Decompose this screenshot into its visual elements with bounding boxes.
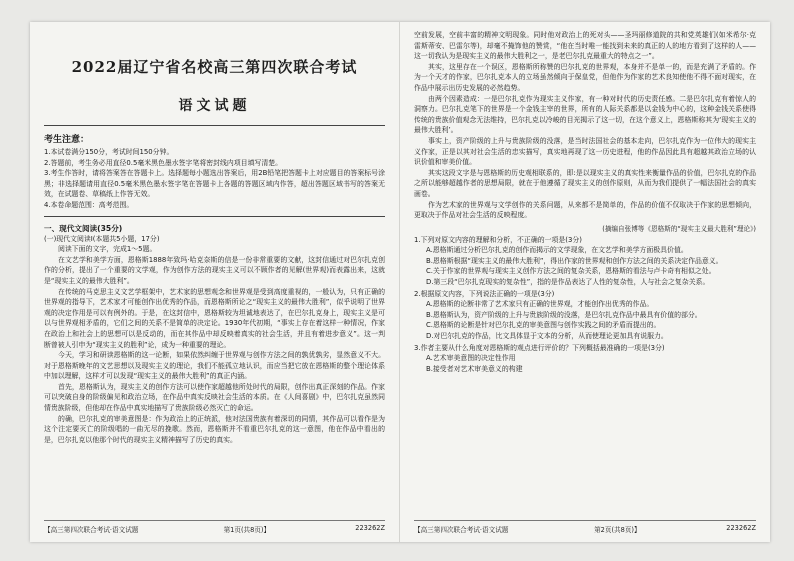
notice-item: 1.本试卷满分150分，考试时间150分钟。 — [44, 148, 174, 156]
passage-paragraph: 由两个因素造成：一是巴尔扎克作为现实主义作家，有一种对时代的历史责任感。二是巴尔扎克有着惊人的洞察力。巴尔扎克笔下的世界是一个金钱主宰的世界，所有的人际关系都是以金钱为中心的，这种金钱关系使得传统的贵族价值观念无法维持，巴尔扎克以冷峻的目光揭示了这一切，在这个意义上，恩格斯称其为‘现实主义的最伟大胜利’。 — [414, 94, 756, 135]
page-2 — [400, 22, 770, 542]
question-option: A.恩格斯通过分析巴尔扎克的创作而揭示的文学现象，在文艺学和美学方面极具价值。 — [426, 246, 688, 255]
subject-title: 语文试题 — [178, 98, 251, 114]
exam-title: 2022届辽宁省名校高三第四次联合考试 — [71, 58, 358, 76]
notice-item: 2.答题前，考生务必用直径0.5毫米黑色墨水签字笔将密封线内项目填写清楚。 — [44, 158, 283, 167]
question-stem: 2.根据原文内容，下列说法正确的一项是(3分) — [414, 289, 555, 298]
subsection-heading: (一)现代文阅读Ⅰ(本题共5小题，17分) — [44, 234, 160, 243]
page-footer — [44, 520, 385, 534]
question-option: D.第三段“巴尔扎克现实的复杂性”，指的是作品表达了人性的复杂性，人与社会之复杂关系。 — [426, 278, 710, 287]
passage-paragraph: 其实，这里存在一个误区，恩格斯所称赞的巴尔扎克的世界观，本身并不是单一的，而是充满了矛盾的。作为一个天才的作家，巴尔扎克本人的立场虽然倾向于保皇党，但他作为作家的艺术良知使他不得不面对现实，在作品中展示出历史发展的必然趋势。 — [414, 62, 756, 92]
passage-source: (摘编自张博等《恩格斯的“现实主义最大胜利”理论》) — [602, 224, 756, 233]
passage-paragraph: 作为艺术家的世界观与文学创作的关系问题，从来都不是简单的，作品的价值不仅取决于作家的思想倾向，更取决于作品对社会生活的反映程度。 — [414, 200, 756, 220]
footer-code: 223262Z — [355, 524, 385, 532]
passage-paragraph: 在传统的马克思主义文艺学框架中，艺术家的思想观念和世界观是受到高度重视的，一般认为，只有正确的世界观的指导下，艺术家才可能创作出优秀的作品，而恩格斯所论之“现实主义的最伟大胜利”，似乎说明了世界观的决定作用是可以有例外的。于是，在这封信中，恩格斯较为坦诚地表达了，在巴尔扎克身上，现实主义是可以与世界观相矛盾的，它们之间的关系不是简单的决定论。1930年代初期，“事实上存在着这样一种情况，作家在政治上和社会上的思想可以是反动的，而在其作品中却反映着真实的社会生活，并且有着进步意义”。这一判断曾被人引申为“现实主义的胜利”论，成为一种重要的理论。 — [44, 287, 385, 349]
footer-title: 【高三第四次联合考试·语文试题 — [44, 526, 139, 534]
passage-paragraph: 今天，学习和研读恩格斯的这一论断，如果依然纠缠于世界观与创作方法之间的孰优孰劣，显然意义不大。对于恩格斯晚年的文艺思想以及现实主义的理论，我们不能孤立地认识，而应当把它放在恩格斯的整个理论体系中加以理解，这样才可以发现“现实主义的最伟大胜利”的真正内涵。 — [44, 351, 385, 381]
page-1 — [30, 22, 400, 542]
notice-heading: 考生注意： — [44, 135, 90, 145]
notice-item: 4.本卷命题范围：高考范围。 — [44, 200, 134, 209]
footer-page-number: 第1页(共8页)】 — [223, 526, 271, 534]
divider — [44, 216, 385, 217]
instruction: 阅读下面的文字，完成1～5题。 — [58, 245, 157, 254]
passage-paragraph: 首先，恩格斯认为，现实主义的创作方法可以使作家超越他所处时代的局限，创作出真正深刻的作品。作家可以突破自身的阶级偏见和政治立场，在作品中真实反映社会生活的本质。在《人间喜剧》中，巴尔扎克虽然同情贵族阶级，但他却在作品中真实地描写了贵族阶级必然灭亡的命运。 — [44, 382, 385, 413]
footer-code: 223262Z — [726, 524, 756, 532]
passage-paragraph: 其实这段文字是与恩格斯的历史观相联系的，即:是以现实主义的真实性来衡量作品的价值，巴尔扎克的作品之所以能够超越作者的思想局限，就在于他遵循了现实主义的创作原则，从而为我们提供了一幅法国社会的真实画卷。 — [414, 168, 756, 198]
question-option: C.关于作家的世界观与现实主义创作方法之间的复杂关系，恩格斯的看法与卢卡奇有相似之处。 — [426, 267, 716, 276]
passage-paragraph: 事实上，资产阶级的上升与贵族阶级的没落，是当时法国社会的基本走向，巴尔扎克作为一位伟大的现实主义作家，正是以其对社会生活的忠实描写，真实地再现了这一历史进程，他的作品因此具有超越其政治立场的认识价值和审美价值。 — [414, 136, 756, 167]
passage-paragraph: 空前发展，空前丰富的精神文明现象。同时他对政治上的死对头——圣玛丽修道院的共和党英雄们(如米希尔·克雷斯蒂安、巴雷尔等)，却毫不掩饰他的赞赏，“他在当时唯一能找到未来的真正的人的地方看到了这样的人——这一切我认为是现实主义的最伟大胜利之一，是老巴尔扎克最重大的特点之一”。 — [414, 31, 756, 61]
notice-item: 3.考生作答时，请将答案答在答题卡上。选择题每小题选出答案后，用2B铅笔把答题卡上对应题目的答案标号涂黑；非选择题请用直径0.5毫米黑色墨水签字笔在答题卡上各题的答题区域内作答，超出答题区域书写的答案无效，在试题卷、草稿纸上作答无效。 — [44, 169, 385, 199]
page-footer — [414, 520, 756, 534]
footer-title: 【高三第四次联合考试·语文试题 — [414, 526, 509, 534]
question-option: B.接受者对艺术审美意义的构建 — [426, 364, 523, 373]
question-option: C.恩格斯的论断是针对巴尔扎克的审美意图与创作实践之间的矛盾而提出的。 — [426, 321, 661, 330]
passage-paragraph: 在文艺学和美学方面，恩格斯1888年致玛·哈克奈斯的信是一份非常重要的文献，这封信通过对巴尔扎克创作的分析，提出了一个重要的文学观，作为创作方法的现实主义可以不顾作者的见解(世界观)而表露出来，这就是“现实主义的最伟大胜利”。 — [44, 255, 385, 285]
question-option: B.恩格斯根据“现实主义的最伟大胜利”，得出作家的世界观和创作方法之间的关系决定作品意义。 — [426, 256, 723, 265]
question-stem: 1.下列对原文内容的理解和分析，不正确的一项是(3分) — [414, 235, 582, 244]
question-stem: 3.作者主要从什么角度对恩格斯的观点进行评价的？下列概括最准确的一项是(3分) — [414, 343, 665, 352]
question-option: D.对巴尔扎克的作品，比文具体显于文本的分析，从而使理论更加具有说服力。 — [426, 332, 668, 341]
footer-page-number: 第2页(共8页)】 — [594, 526, 641, 534]
section-heading: 一、现代文阅读(35分) — [44, 223, 123, 233]
question-option: A.艺术审美意图的决定性作用 — [426, 354, 516, 363]
passage-paragraph: 的确，巴尔扎克的审美意图是：作为政治上的正统派，他对法国贵族有着深切的同情，其作品可以看作是为这个注定要灭亡的阶级唱的一曲无尽的挽歌。然而，恩格斯并不看重巴尔扎克的这一意图，他在作品中看出的是，巴尔扎克以他那个时代的现实主义精神描写了历史的真实。 — [44, 414, 385, 444]
exam-sheet — [30, 22, 770, 542]
divider — [44, 125, 385, 126]
question-option: A.恩格斯的论断非常了艺术家只有正确的世界观，才能创作出优秀的作品。 — [426, 300, 654, 309]
question-option: B.恩格斯认为，资产阶级的上升与贵族阶级的没落，是巴尔扎克作品中最具有价值的部分。 — [426, 310, 702, 319]
